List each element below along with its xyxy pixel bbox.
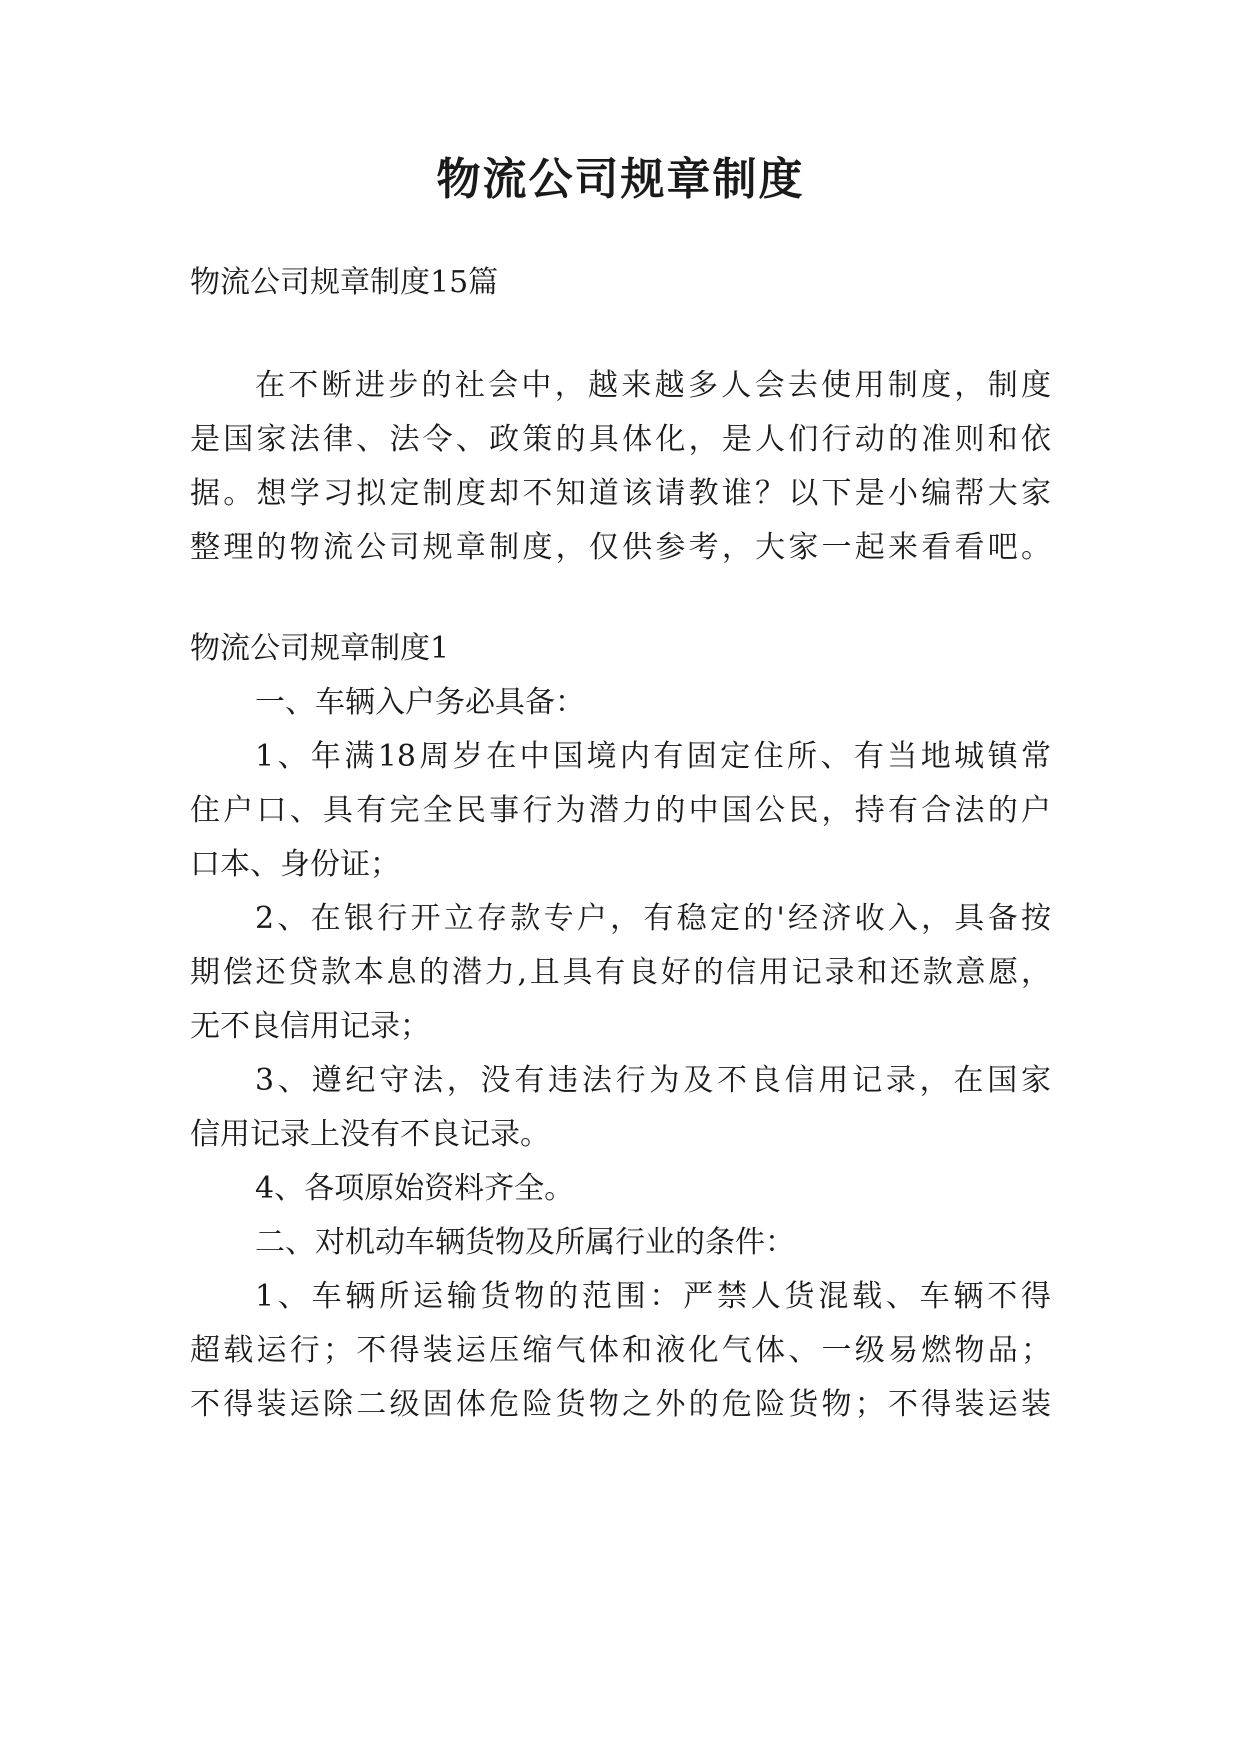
body-line: 不得装运除二级固体危险货物之外的危险货物；不得装运装 [190, 1387, 1051, 1422]
section-heading: 物流公司规章制度1 [190, 631, 450, 666]
intro-line: 在不断进步的社会中，越来越多人会去使用制度，制度 [255, 368, 1051, 403]
body-line: 信用记录上没有不良记录。 [190, 1117, 550, 1152]
body-line: 住户口、具有完全民事行为潜力的中国公民，持有合法的户 [190, 793, 1051, 828]
body-line: 2、在银行开立存款专户，有稳定的'经济收入，具备按 [255, 901, 1051, 936]
body-line: 3、遵纪守法，没有违法行为及不良信用记录，在国家 [255, 1063, 1051, 1098]
body-line: 口本、身份证； [190, 847, 400, 882]
document-title: 物流公司规章制度 [436, 154, 805, 205]
intro-line: 整理的物流公司规章制度，仅供参考，大家一起来看看吧。 [190, 530, 1051, 565]
body-line: 超载运行；不得装运压缩气体和液化气体、一级易燃物品； [190, 1333, 1051, 1368]
body-line: 一、车辆入户务必具备： [255, 685, 585, 720]
document-subtitle: 物流公司规章制度15篇 [190, 265, 499, 300]
body-line: 二、对机动车辆货物及所属行业的条件： [255, 1225, 795, 1260]
body-line: 1、车辆所运输货物的范围：严禁人货混载、车辆不得 [255, 1279, 1051, 1314]
body-line: 4、各项原始资料齐全。 [255, 1171, 575, 1206]
intro-line: 是国家法律、法令、政策的具体化，是人们行动的准则和依 [190, 422, 1051, 457]
body-line: 1、年满18周岁在中国境内有固定住所、有当地城镇常 [255, 739, 1051, 774]
intro-line: 据。想学习拟定制度却不知道该请教谁？以下是小编帮大家 [190, 476, 1051, 511]
body-line: 期偿还贷款本息的潜力,且具有良好的信用记录和还款意愿， [190, 955, 1051, 990]
body-line: 无不良信用记录； [190, 1009, 430, 1044]
